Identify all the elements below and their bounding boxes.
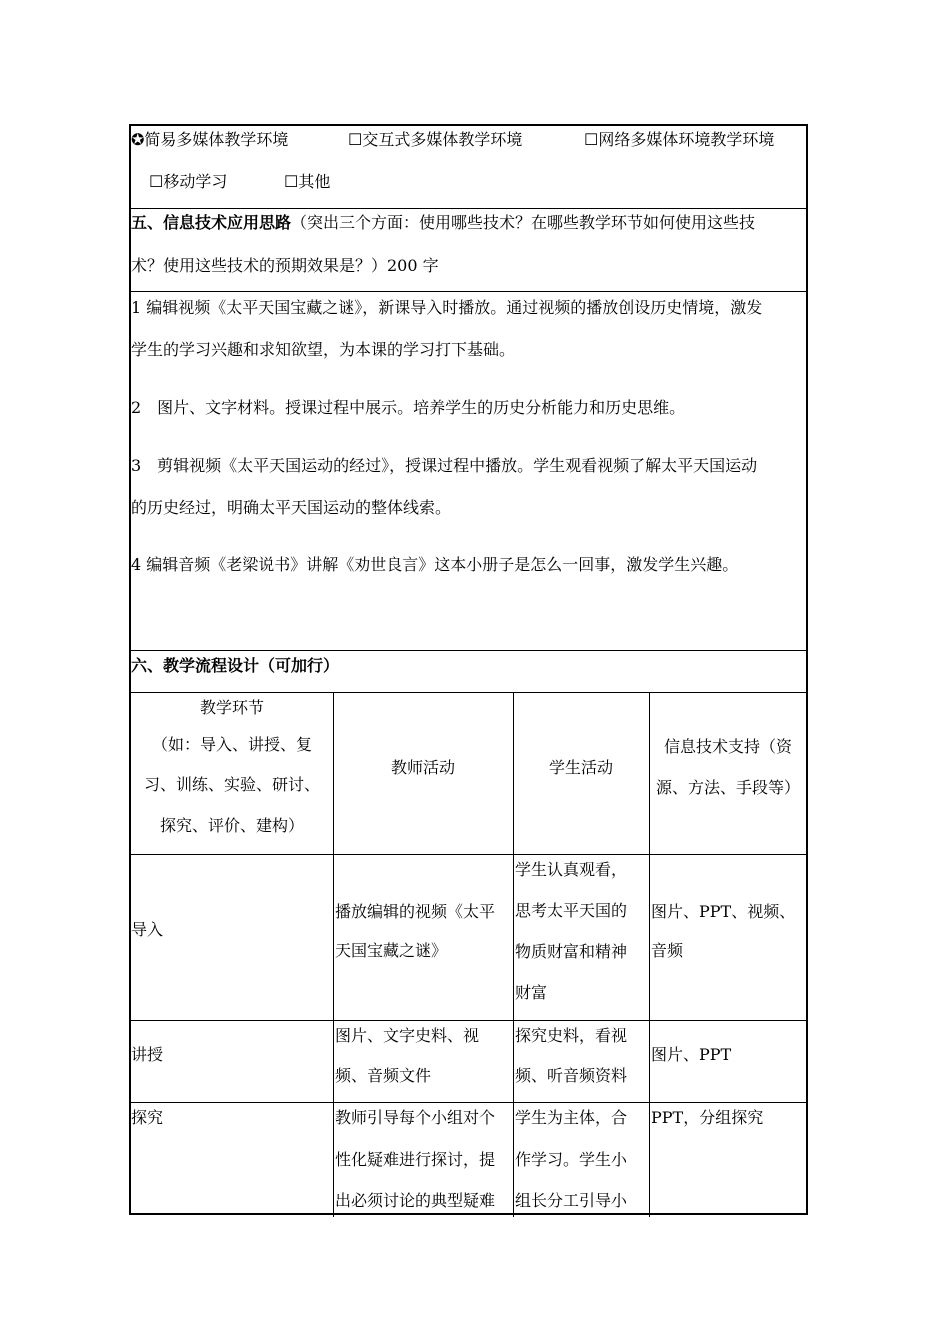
paragraph-4: 4 编辑音频《老梁说书》讲解《劝世良言》这本小册子是怎么一回事，激发学生兴趣。: [131, 555, 739, 574]
env-option-network[interactable]: ☐网络多媒体环境教学环境: [584, 130, 775, 149]
header-tech-cont: 源、方法、手段等）: [655, 778, 800, 797]
row-divider: [131, 1020, 806, 1021]
row-tech-cont: 音频: [651, 941, 684, 960]
row-divider: [131, 650, 806, 651]
row-tech: PPT，分组探究: [651, 1108, 764, 1127]
row-tech: 图片、PPT: [651, 1045, 732, 1064]
section5-heading: 五、信息技术应用思路: [131, 213, 292, 232]
row-teacher-cont: 天国宝藏之谜》: [335, 941, 448, 960]
row-teacher: 播放编辑的视频《太平: [335, 902, 496, 921]
section5-title: [131, 213, 755, 233]
row-divider: [131, 854, 806, 855]
row-student-cont: 思考太平天国的: [515, 901, 628, 920]
row-teacher-cont: 性化疑难进行探讨，提: [335, 1150, 496, 1169]
paragraph-3: 3 剪辑视频《太平天国运动的经过》，授课过程中播放。学生观看视频了解太平天国运动: [131, 456, 758, 475]
section5-note: （突出三个方面：使用哪些技术？在哪些教学环节如何使用这些技: [291, 213, 756, 232]
row-divider: [131, 1102, 806, 1103]
paragraph-3-cont: 的历史经过，明确太平天国运动的整体线索。: [131, 498, 452, 517]
section6-heading: 六、教学流程设计（可加行）: [131, 656, 340, 675]
header-stage-hint: 探究、评价、建构）: [159, 816, 304, 835]
row-student-cont: 组长分工引导小: [515, 1191, 628, 1210]
header-stage-hint: 习、训练、实验、研讨、: [143, 775, 320, 794]
header-stage-title: 教学环节: [199, 698, 264, 717]
paragraph-1-cont: 学生的学习兴趣和求知欲望，为本课的学习打下基础。: [131, 340, 516, 359]
row-divider: [131, 692, 806, 693]
row-student-cont: 物质财富和精神: [515, 942, 628, 961]
row-student-cont: 频、听音频资料: [515, 1066, 628, 1085]
row-teacher: 图片、文字史料、视: [335, 1026, 480, 1045]
row-stage: 导入: [131, 920, 164, 939]
row-teacher-cont: 频、音频文件: [335, 1066, 432, 1085]
row-teacher: 教师引导每个小组对个: [335, 1108, 496, 1127]
row-teacher-cont: 出必须讨论的典型疑难: [335, 1191, 496, 1210]
section5-note-cont: 术？使用这些技术的预期效果是？）200 字: [131, 256, 439, 275]
column-divider: [649, 692, 650, 1217]
row-divider: [131, 291, 806, 292]
row-student-cont: 财富: [515, 983, 548, 1002]
header-tech: 信息技术支持（资: [663, 737, 792, 756]
paragraph-2: 2 图片、文字材料。授课过程中展示。培养学生的历史分析能力和历史思维。: [131, 398, 686, 417]
env-option-simple[interactable]: ✪简易多媒体教学环境: [131, 130, 289, 149]
paragraph-1: 1 编辑视频《太平天国宝藏之谜》，新课导入时播放。通过视频的播放创设历史情境，激发: [131, 298, 763, 317]
row-divider: [131, 208, 806, 209]
row-student: 学生认真观看，: [515, 860, 628, 879]
row-student-cont: 作学习。学生小: [515, 1150, 628, 1169]
header-teacher: 教师活动: [390, 758, 455, 777]
env-option-other[interactable]: ☐其他: [284, 172, 331, 191]
row-student: 学生为主体，合: [515, 1108, 628, 1127]
env-option-interactive[interactable]: ☐交互式多媒体教学环境: [348, 130, 523, 149]
row-stage: 探究: [131, 1108, 164, 1127]
header-stage-hint: （如：导入、讲授、复: [151, 735, 312, 754]
header-student: 学生活动: [548, 758, 613, 777]
row-tech: 图片、PPT、视频、: [651, 902, 796, 921]
row-student: 探究史料，看视: [515, 1026, 628, 1045]
env-option-mobile[interactable]: ☐移动学习: [149, 172, 228, 191]
row-stage: 讲授: [131, 1045, 164, 1064]
